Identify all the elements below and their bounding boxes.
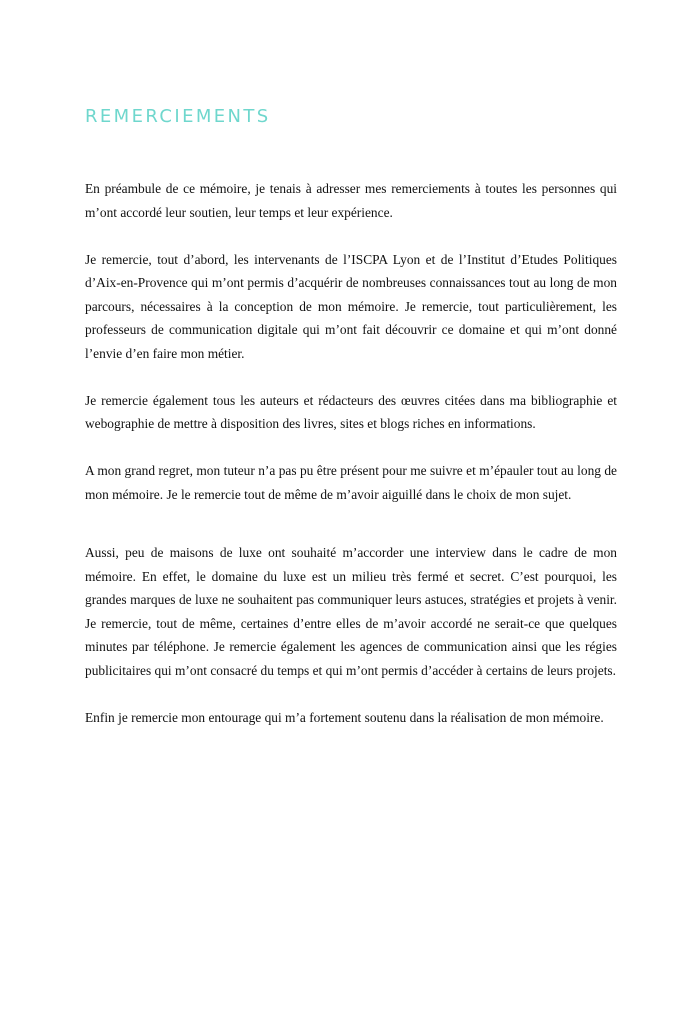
document-body bbox=[85, 177, 617, 753]
paragraph-teachers: Je remercie, tout d’abord, les intervenants de l’ISCPA Lyon et de l’Institut d’Etudes Politiques d’Aix-en-Provence qui m’ont permis d’acquérir de nombreuses connaissances tout au long de mon parcours, nécessaires à la conception de mon mémoire. Je remercie, tout particulièrement, les professeurs de communication digitale qui m’ont fait découvrir ce domaine et qui m’ont donné l’envie d’en faire mon métier. bbox=[85, 251, 617, 361]
paragraph-entourage: Enfin je remercie mon entourage qui m’a fortement soutenu dans la réalisation de mon mémoire. bbox=[85, 709, 604, 725]
paragraph-luxury-houses: Aussi, peu de maisons de luxe ont souhaité m’accorder une interview dans le cadre de mon mémoire. En effet, le domaine du luxe est un milieu très fermé et secret. C’est pourquoi, les grandes marques de luxe ne souhaitent pas communiquer leurs astuces, stratégies et projets à venir. Je remercie, tout de même, certaines d’entre elles de m’avoir accordé ne serait-ce que quelques minutes par téléphone. Je remercie également les agences de communication ainsi que les régies publicitaires qui m’ont consacré du temps et qui m’ont permis d’accéder à certains de leurs projets. bbox=[85, 545, 617, 678]
page-title: REMERCIEMENTS bbox=[85, 106, 271, 127]
paragraph-intro: En préambule de ce mémoire, je tenais à adresser mes remerciements à toutes les personnes qui m’ont accordé leur soutien, leur temps et leur expérience. bbox=[85, 181, 617, 220]
paragraph-authors: Je remercie également tous les auteurs et rédacteurs des œuvres citées dans ma bibliographie et webographie de mettre à disposition des livres, sites et blogs riches en informations. bbox=[85, 392, 617, 431]
paragraph-tutor: A mon grand regret, mon tuteur n’a pas pu être présent pour me suivre et m’épauler tout au long de mon mémoire. Je le remercie tout de même de m’avoir aiguillé dans le choix de mon sujet. bbox=[85, 463, 617, 502]
